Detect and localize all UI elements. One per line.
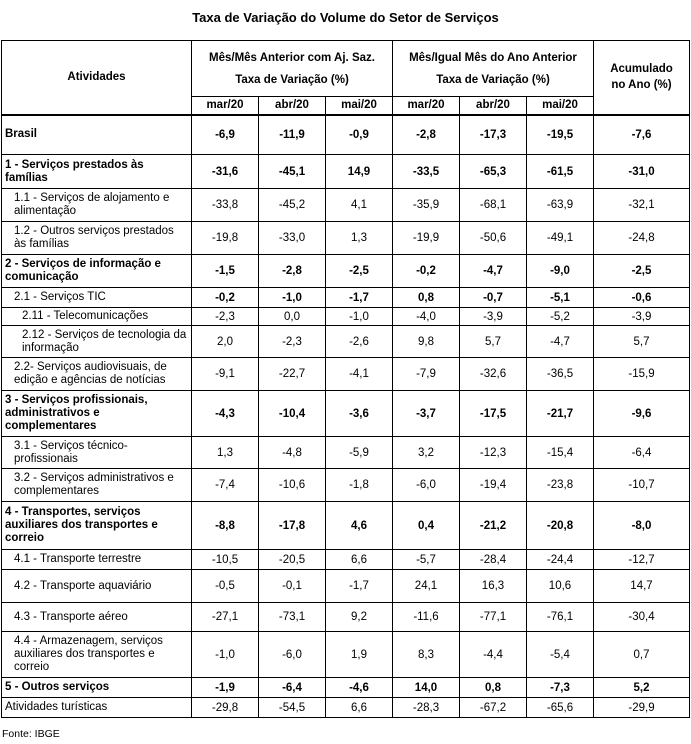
- value-cell: -7,3: [527, 678, 594, 698]
- value-cell: -5,9: [326, 437, 393, 469]
- value-cell: 0,7: [594, 632, 690, 678]
- value-cell: 14,7: [594, 570, 690, 603]
- value-cell: -49,1: [527, 222, 594, 255]
- value-cell: -73,1: [259, 603, 326, 632]
- table-row: [2, 550, 690, 570]
- row-label: 4.4 - Armazenagem, serviços auxiliares dos transportes e correio: [2, 632, 192, 678]
- value-cell: 0,8: [393, 288, 460, 308]
- value-cell: -0,2: [192, 288, 259, 308]
- value-cell: -9,0: [527, 255, 594, 288]
- value-cell: -6,4: [594, 437, 690, 469]
- value-cell: -4,4: [460, 632, 527, 678]
- header-month: abr/20: [460, 97, 527, 115]
- value-cell: -0,1: [259, 570, 326, 603]
- value-cell: -5,1: [527, 288, 594, 308]
- row-label: 3 - Serviços profissionais, administrativos e complementares: [2, 391, 192, 437]
- header-month: mar/20: [192, 97, 259, 115]
- value-cell: -19,5: [527, 115, 594, 155]
- value-cell: -50,6: [460, 222, 527, 255]
- value-cell: -9,6: [594, 391, 690, 437]
- value-cell: 5,7: [460, 326, 527, 358]
- value-cell: -1,7: [326, 570, 393, 603]
- value-cell: -28,4: [460, 550, 527, 570]
- value-cell: -4,3: [192, 391, 259, 437]
- value-cell: -1,5: [192, 255, 259, 288]
- row-label: 4.2 - Transporte aquaviário: [2, 570, 192, 603]
- row-label: 3.2 - Serviços administrativos e complementares: [2, 469, 192, 502]
- value-cell: -4,0: [393, 308, 460, 326]
- header-accumulated: [594, 41, 690, 115]
- row-label: 2.11 - Telecomunicações: [2, 308, 192, 326]
- header-activities: Atividades: [2, 41, 192, 115]
- value-cell: 0,4: [393, 502, 460, 550]
- value-cell: -7,9: [393, 358, 460, 391]
- header-month: abr/20: [259, 97, 326, 115]
- value-cell: 14,0: [393, 678, 460, 698]
- value-cell: -2,5: [594, 255, 690, 288]
- value-cell: 6,6: [326, 698, 393, 718]
- value-cell: -4,8: [259, 437, 326, 469]
- value-cell: -54,5: [259, 698, 326, 718]
- header-accum-line1: Acumulado: [610, 63, 673, 76]
- value-cell: -3,9: [460, 308, 527, 326]
- value-cell: -2,6: [326, 326, 393, 358]
- value-cell: -4,7: [460, 255, 527, 288]
- header-month: mar/20: [393, 97, 460, 115]
- value-cell: -33,5: [393, 155, 460, 189]
- value-cell: -24,8: [594, 222, 690, 255]
- table-row: [2, 678, 690, 698]
- value-cell: -17,5: [460, 391, 527, 437]
- table-title: Taxa de Variação do Volume do Setor de Serviços: [192, 10, 499, 25]
- value-cell: 10,6: [527, 570, 594, 603]
- table-row: [2, 358, 690, 391]
- table-row: [2, 326, 690, 358]
- header-group1-line2: Taxa de Variação (%): [235, 73, 349, 86]
- value-cell: 1,3: [326, 222, 393, 255]
- table-body: [2, 115, 690, 718]
- value-cell: -10,5: [192, 550, 259, 570]
- value-cell: -0,6: [594, 288, 690, 308]
- value-cell: -0,5: [192, 570, 259, 603]
- row-label: 2.12 - Serviços de tecnologia da informação: [2, 326, 192, 358]
- header-month: mai/20: [527, 97, 594, 115]
- value-cell: -2,3: [259, 326, 326, 358]
- value-cell: -20,8: [527, 502, 594, 550]
- row-label: 1 - Serviços prestados às famílias: [2, 155, 192, 189]
- header-group-month-over-month: [192, 41, 393, 97]
- value-cell: -31,0: [594, 155, 690, 189]
- value-cell: -22,7: [259, 358, 326, 391]
- value-cell: -3,6: [326, 391, 393, 437]
- value-cell: -1,0: [259, 288, 326, 308]
- value-cell: -19,9: [393, 222, 460, 255]
- value-cell: -32,1: [594, 189, 690, 222]
- row-label: 4 - Transportes, serviços auxiliares dos transportes e correio: [2, 502, 192, 550]
- table-row: [2, 698, 690, 718]
- table-row: [2, 437, 690, 469]
- row-label: Brasil: [2, 115, 192, 155]
- value-cell: -6,0: [259, 632, 326, 678]
- value-cell: -15,4: [527, 437, 594, 469]
- table-row: [2, 155, 690, 189]
- value-cell: -2,8: [259, 255, 326, 288]
- header-accum-line2: no Ano (%): [611, 79, 672, 92]
- value-cell: 5,7: [594, 326, 690, 358]
- value-cell: -3,7: [393, 391, 460, 437]
- value-cell: -76,1: [527, 603, 594, 632]
- value-cell: -27,1: [192, 603, 259, 632]
- value-cell: -33,8: [192, 189, 259, 222]
- table-row: [2, 222, 690, 255]
- row-label: 2 - Serviços de informação e comunicação: [2, 255, 192, 288]
- value-cell: 3,2: [393, 437, 460, 469]
- value-cell: -15,9: [594, 358, 690, 391]
- value-cell: -6,4: [259, 678, 326, 698]
- table-container: [1, 40, 690, 718]
- value-cell: 0,8: [460, 678, 527, 698]
- value-cell: -23,8: [527, 469, 594, 502]
- table-row: [2, 570, 690, 603]
- value-cell: -12,7: [594, 550, 690, 570]
- value-cell: 4,1: [326, 189, 393, 222]
- row-label: 5 - Outros serviços: [2, 678, 192, 698]
- table-row: [2, 115, 690, 155]
- value-cell: 9,2: [326, 603, 393, 632]
- value-cell: -5,7: [393, 550, 460, 570]
- value-cell: 24,1: [393, 570, 460, 603]
- value-cell: -1,9: [192, 678, 259, 698]
- row-label: 1.1 - Serviços de alojamento e alimentação: [2, 189, 192, 222]
- value-cell: 9,8: [393, 326, 460, 358]
- value-cell: -1,0: [192, 632, 259, 678]
- row-label: 4.3 - Transporte aéreo: [2, 603, 192, 632]
- value-cell: -17,3: [460, 115, 527, 155]
- table-row: [2, 308, 690, 326]
- value-cell: -32,6: [460, 358, 527, 391]
- row-label: 4.1 - Transporte terrestre: [2, 550, 192, 570]
- value-cell: -2,5: [326, 255, 393, 288]
- value-cell: -10,4: [259, 391, 326, 437]
- value-cell: -77,1: [460, 603, 527, 632]
- value-cell: -11,9: [259, 115, 326, 155]
- row-label: 1.2 - Outros serviços prestados às famílias: [2, 222, 192, 255]
- value-cell: -4,6: [326, 678, 393, 698]
- table-row: [2, 502, 690, 550]
- value-cell: -11,6: [393, 603, 460, 632]
- value-cell: 14,9: [326, 155, 393, 189]
- value-cell: -30,4: [594, 603, 690, 632]
- value-cell: -4,1: [326, 358, 393, 391]
- value-cell: -0,2: [393, 255, 460, 288]
- value-cell: -28,3: [393, 698, 460, 718]
- value-cell: -8,8: [192, 502, 259, 550]
- value-cell: -12,3: [460, 437, 527, 469]
- value-cell: -6,0: [393, 469, 460, 502]
- header-month: mai/20: [326, 97, 393, 115]
- value-cell: -67,2: [460, 698, 527, 718]
- value-cell: -31,6: [192, 155, 259, 189]
- value-cell: -45,1: [259, 155, 326, 189]
- value-cell: -2,3: [192, 308, 259, 326]
- value-cell: -1,7: [326, 288, 393, 308]
- value-cell: -10,7: [594, 469, 690, 502]
- value-cell: -4,7: [527, 326, 594, 358]
- value-cell: -65,6: [527, 698, 594, 718]
- table-row: [2, 469, 690, 502]
- value-cell: -19,8: [192, 222, 259, 255]
- value-cell: 1,3: [192, 437, 259, 469]
- value-cell: -65,3: [460, 155, 527, 189]
- value-cell: -2,8: [393, 115, 460, 155]
- value-cell: 1,9: [326, 632, 393, 678]
- value-cell: -5,2: [527, 308, 594, 326]
- table-row: [2, 391, 690, 437]
- row-label: 2.2- Serviços audiovisuais, de edição e agências de notícias: [2, 358, 192, 391]
- value-cell: -1,8: [326, 469, 393, 502]
- table-row: [2, 189, 690, 222]
- row-label: Atividades turísticas: [2, 698, 192, 718]
- row-label: 3.1 - Serviços técnico-profissionais: [2, 437, 192, 469]
- value-cell: -29,8: [192, 698, 259, 718]
- value-cell: -21,7: [527, 391, 594, 437]
- value-cell: -61,5: [527, 155, 594, 189]
- value-cell: -68,1: [460, 189, 527, 222]
- header-group1-line1: Mês/Mês Anterior com Aj. Saz.: [209, 51, 375, 64]
- source-note: Fonte: IBGE: [2, 728, 60, 740]
- value-cell: -45,2: [259, 189, 326, 222]
- table-row: [2, 288, 690, 308]
- value-cell: -20,5: [259, 550, 326, 570]
- value-cell: -6,9: [192, 115, 259, 155]
- value-cell: -63,9: [527, 189, 594, 222]
- value-cell: -1,0: [326, 308, 393, 326]
- value-cell: 16,3: [460, 570, 527, 603]
- value-cell: -9,1: [192, 358, 259, 391]
- value-cell: -0,7: [460, 288, 527, 308]
- value-cell: -19,4: [460, 469, 527, 502]
- value-cell: 5,2: [594, 678, 690, 698]
- value-cell: -10,6: [259, 469, 326, 502]
- table-row: [2, 632, 690, 678]
- value-cell: -5,4: [527, 632, 594, 678]
- value-cell: -3,9: [594, 308, 690, 326]
- value-cell: -7,4: [192, 469, 259, 502]
- services-volume-table: [1, 40, 690, 718]
- value-cell: 0,0: [259, 308, 326, 326]
- value-cell: -33,0: [259, 222, 326, 255]
- header-group-year-over-year: [393, 41, 594, 97]
- row-label: 2.1 - Serviços TIC: [2, 288, 192, 308]
- header-group2-line1: Mês/Igual Mês do Ano Anterior: [409, 51, 577, 64]
- value-cell: 8,3: [393, 632, 460, 678]
- value-cell: -29,9: [594, 698, 690, 718]
- value-cell: -24,4: [527, 550, 594, 570]
- table-row: [2, 255, 690, 288]
- table-row: [2, 603, 690, 632]
- value-cell: 2,0: [192, 326, 259, 358]
- value-cell: -0,9: [326, 115, 393, 155]
- value-cell: -8,0: [594, 502, 690, 550]
- value-cell: 6,6: [326, 550, 393, 570]
- value-cell: -35,9: [393, 189, 460, 222]
- value-cell: -21,2: [460, 502, 527, 550]
- value-cell: -7,6: [594, 115, 690, 155]
- header-group2-line2: Taxa de Variação (%): [436, 73, 550, 86]
- value-cell: -36,5: [527, 358, 594, 391]
- value-cell: 4,6: [326, 502, 393, 550]
- value-cell: -17,8: [259, 502, 326, 550]
